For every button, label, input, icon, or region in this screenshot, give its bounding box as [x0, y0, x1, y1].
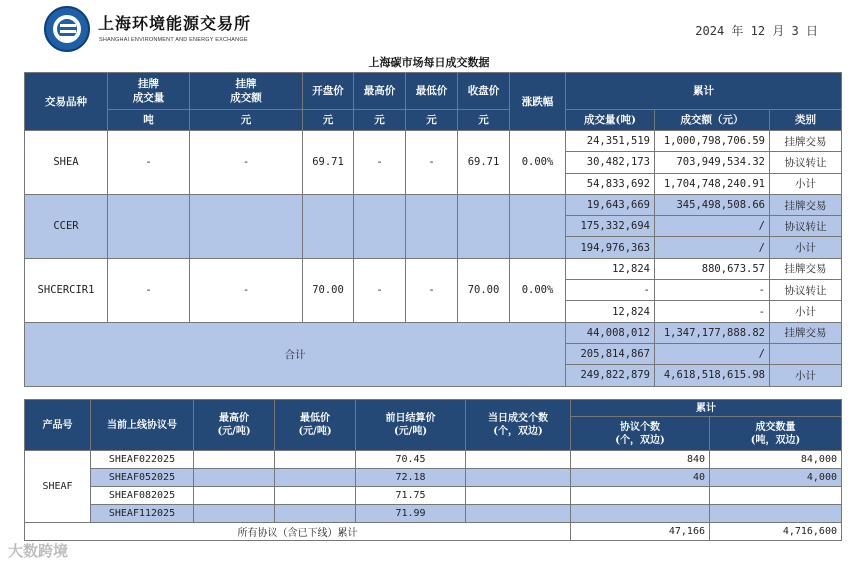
cum-category-cell: 小计	[770, 237, 842, 258]
cum-volume-cell: -	[566, 280, 655, 301]
listed-volume-cell: -	[108, 131, 190, 195]
listed-volume-cell: -	[108, 258, 190, 322]
cum-volume-cell: 19,643,669	[566, 194, 655, 215]
col-low: 最低价	[406, 73, 458, 110]
change-cell: 0.00%	[510, 258, 566, 322]
low-cell	[275, 469, 356, 487]
cum-count-cell: 840	[571, 451, 710, 469]
cum-amount-cell: 1,347,177,888.82	[655, 322, 770, 343]
contract-cell: SHEAF052025	[91, 469, 194, 487]
listed-amount-cell	[190, 194, 303, 258]
product-cell: CCER	[25, 194, 108, 258]
col-cumulative: 累计	[566, 73, 842, 110]
cum-amount-cell: /	[655, 237, 770, 258]
cum-category-cell: 小计	[770, 301, 842, 322]
cum-amount-cell: 4,618,518,615.98	[655, 365, 770, 386]
contract-cell: SHEAF082025	[91, 487, 194, 505]
settle-cell: 70.45	[356, 451, 466, 469]
col-product: 交易品种	[25, 73, 108, 131]
day-count-cell	[466, 469, 571, 487]
col-close: 收盘价	[458, 73, 510, 110]
cum-count-cell: 40	[571, 469, 710, 487]
cum-category-cell: 挂牌交易	[770, 258, 842, 279]
col-high: 最高价	[354, 73, 406, 110]
cum-volume-cell: 44,008,012	[566, 322, 655, 343]
cum-category-cell: 协议转让	[770, 152, 842, 173]
unit-volume: 吨	[108, 110, 190, 131]
cum-qty-cell	[710, 505, 842, 523]
close-cell: 70.00	[458, 258, 510, 322]
cum-qty-cell: 4,000	[710, 469, 842, 487]
total-label: 所有协议（含已下线）累计	[25, 523, 571, 541]
org-name-cn: 上海环境能源交易所	[98, 14, 252, 33]
unit-close: 元	[458, 110, 510, 131]
cum-amount-cell: /	[655, 343, 770, 364]
high-cell	[194, 505, 275, 523]
open-cell	[303, 194, 354, 258]
org-name-en: SHANGHAI ENVIRONMENT AND ENERGY EXCHANGE	[99, 37, 248, 43]
table-row	[25, 451, 842, 469]
cum-amount-cell: 1,704,748,240.91	[655, 173, 770, 194]
day-count-cell	[466, 487, 571, 505]
total-label: 合计	[25, 322, 566, 386]
low-cell	[275, 505, 356, 523]
high-cell: -	[354, 258, 406, 322]
cum-volume-cell: 205,814,867	[566, 343, 655, 364]
table-row	[25, 487, 842, 505]
futures-table	[24, 399, 842, 541]
unit-low: 元	[406, 110, 458, 131]
page-title: 上海碳市场每日成交数据	[368, 56, 490, 69]
col-listed-volume: 挂牌 成交量	[108, 73, 190, 110]
col-settle: 前日结算价 (元/吨)	[356, 400, 466, 451]
daily-trading-table	[24, 72, 842, 387]
table-row	[25, 131, 842, 152]
cum-qty-cell: 4,716,600	[710, 523, 842, 541]
unit-high: 元	[354, 110, 406, 131]
high-cell: -	[354, 131, 406, 195]
high-cell	[194, 469, 275, 487]
cum-volume-cell: 54,833,692	[566, 173, 655, 194]
low-cell	[275, 451, 356, 469]
high-cell	[194, 487, 275, 505]
table-row	[25, 505, 842, 523]
cum-category-cell: 挂牌交易	[770, 194, 842, 215]
low-cell: -	[406, 258, 458, 322]
contract-cell: SHEAF112025	[91, 505, 194, 523]
cum-category-cell: 协议转让	[770, 280, 842, 301]
cum-count-cell: 47,166	[571, 523, 710, 541]
col-low: 最低价 (元/吨)	[275, 400, 356, 451]
cum-amount-cell: 345,498,508.66	[655, 194, 770, 215]
cum-amount-cell: 703,949,534.32	[655, 152, 770, 173]
cum-volume-cell: 249,822,879	[566, 365, 655, 386]
report-date: 2024 年 12 月 3 日	[695, 24, 818, 38]
settle-cell: 71.75	[356, 487, 466, 505]
close-cell: 69.71	[458, 131, 510, 195]
cum-amount-cell: 880,673.57	[655, 258, 770, 279]
cum-amount-cell: /	[655, 216, 770, 237]
product-cell: SHEA	[25, 131, 108, 195]
cum-amount-cell: 1,000,798,706.59	[655, 131, 770, 152]
cum-volume-cell: 12,824	[566, 301, 655, 322]
col-high: 最高价 (元/吨)	[194, 400, 275, 451]
col-cum-volume: 成交量(吨)	[566, 110, 655, 131]
cum-qty-cell	[710, 487, 842, 505]
total-row	[25, 322, 842, 343]
settle-cell: 71.99	[356, 505, 466, 523]
listed-amount-cell: -	[190, 258, 303, 322]
unit-amount: 元	[190, 110, 303, 131]
contract-cell: SHEAF022025	[91, 451, 194, 469]
cum-count-cell	[571, 505, 710, 523]
product-no-cell: SHEAF	[25, 451, 91, 523]
change-cell	[510, 194, 566, 258]
table-row	[25, 469, 842, 487]
col-cum-amount: 成交额（元）	[655, 110, 770, 131]
cum-amount-cell: -	[655, 301, 770, 322]
close-cell	[458, 194, 510, 258]
open-cell: 69.71	[303, 131, 354, 195]
day-count-cell	[466, 451, 571, 469]
change-cell: 0.00%	[510, 131, 566, 195]
cum-category-cell	[770, 343, 842, 364]
cum-category-cell: 协议转让	[770, 216, 842, 237]
cum-volume-cell: 175,332,694	[566, 216, 655, 237]
open-cell: 70.00	[303, 258, 354, 322]
low-cell	[406, 194, 458, 258]
col-change: 涨跌幅	[510, 73, 566, 131]
cum-category-cell: 小计	[770, 173, 842, 194]
col-cum-count: 协议个数 (个，双边)	[571, 417, 710, 451]
col-listed-amount: 挂牌 成交额	[190, 73, 303, 110]
day-count-cell	[466, 505, 571, 523]
col-product-no: 产品号	[25, 400, 91, 451]
settle-cell: 72.18	[356, 469, 466, 487]
cum-volume-cell: 12,824	[566, 258, 655, 279]
cum-count-cell	[571, 487, 710, 505]
high-cell	[194, 451, 275, 469]
low-cell: -	[406, 131, 458, 195]
table-row	[25, 194, 842, 215]
col-cumulative: 累计	[571, 400, 842, 417]
listed-amount-cell: -	[190, 131, 303, 195]
total-row	[25, 523, 842, 541]
col-open: 开盘价	[303, 73, 354, 110]
watermark: 大数跨境	[8, 542, 69, 560]
cum-amount-cell: -	[655, 280, 770, 301]
exchange-logo	[44, 6, 90, 52]
listed-volume-cell	[108, 194, 190, 258]
cum-volume-cell: 24,351,519	[566, 131, 655, 152]
cum-category-cell: 挂牌交易	[770, 131, 842, 152]
col-cum-qty: 成交数量 (吨，双边)	[710, 417, 842, 451]
col-contract: 当前上线协议号	[91, 400, 194, 451]
cum-category-cell: 小计	[770, 365, 842, 386]
product-cell: SHCERCIR1	[25, 258, 108, 322]
col-cum-category: 类别	[770, 110, 842, 131]
cum-category-cell: 挂牌交易	[770, 322, 842, 343]
table-row	[25, 258, 842, 279]
unit-open: 元	[303, 110, 354, 131]
cum-volume-cell: 194,976,363	[566, 237, 655, 258]
high-cell	[354, 194, 406, 258]
col-day-count: 当日成交个数 (个，双边)	[466, 400, 571, 451]
low-cell	[275, 487, 356, 505]
cum-volume-cell: 30,482,173	[566, 152, 655, 173]
cum-qty-cell: 84,000	[710, 451, 842, 469]
